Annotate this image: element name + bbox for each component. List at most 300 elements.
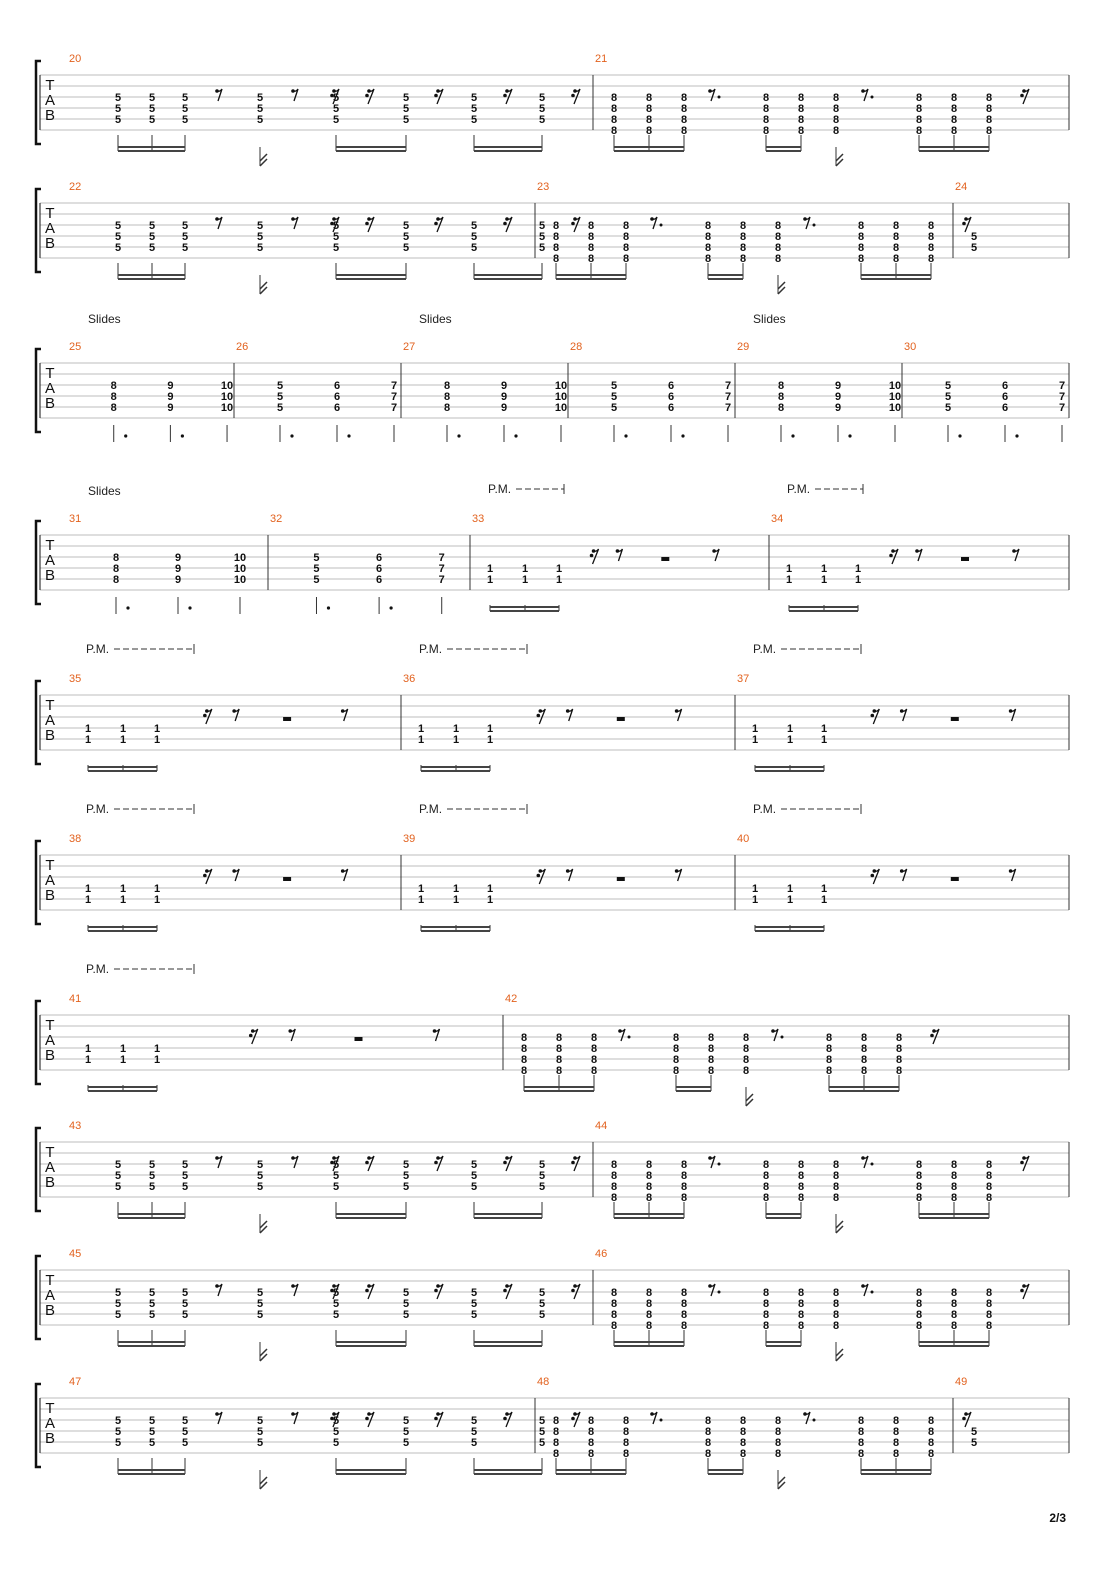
- tab-clef-letter: T: [45, 205, 55, 222]
- tab-clef-letter: T: [45, 1272, 55, 1289]
- tab-system: [36, 1128, 1069, 1211]
- tab-system: [36, 1256, 1069, 1339]
- dotted-eighth-rest: [618, 1029, 630, 1041]
- slide-chord-fret: 6: [333, 402, 341, 414]
- palm-mute-label: P.M.: [86, 642, 110, 656]
- slide-chord-fret: 6: [667, 402, 675, 414]
- eighth-rest: [900, 869, 907, 881]
- fret-number: 5: [470, 1426, 478, 1438]
- fret-number: 8: [587, 1426, 595, 1438]
- fret-number: 1: [820, 574, 828, 586]
- fret-number: 8: [672, 1043, 680, 1055]
- fret-number: 8: [857, 220, 865, 232]
- sixteenth-flag: [260, 1477, 267, 1489]
- fret-number: 5: [181, 114, 189, 126]
- fret-number: 8: [704, 220, 712, 232]
- fret-number: 8: [895, 1032, 903, 1044]
- tab-system: [36, 61, 1069, 144]
- half-rest: [661, 557, 669, 561]
- fret-number: 8: [892, 1426, 900, 1438]
- fret-number: 8: [797, 1309, 805, 1321]
- fret-number: 8: [832, 1159, 840, 1171]
- measure-number: 34: [771, 513, 784, 525]
- measure-number: 22: [69, 181, 82, 193]
- fret-number: 8: [622, 1426, 630, 1438]
- fret-number: 8: [610, 103, 618, 115]
- fret-number: 8: [950, 125, 958, 137]
- fret-number: 1: [786, 723, 794, 735]
- fret-number: 8: [552, 242, 560, 254]
- duration-dot: [958, 434, 961, 437]
- fret-number: 1: [751, 894, 759, 906]
- slide-chord-fret: 10: [888, 380, 902, 392]
- fret-number: 5: [148, 1159, 156, 1171]
- measure-number: 42: [505, 993, 518, 1005]
- fret-number: 8: [985, 1309, 993, 1321]
- fret-number: 8: [762, 92, 770, 104]
- slide-chord-fret: 7: [1058, 391, 1066, 403]
- duration-dot: [124, 434, 127, 437]
- fret-number: 8: [520, 1054, 528, 1066]
- tab-clef-letter: A: [44, 552, 56, 569]
- fret-number: 1: [153, 734, 161, 746]
- measure-number: 31: [69, 513, 82, 525]
- fret-number: 8: [704, 242, 712, 254]
- fret-number: 8: [927, 1448, 935, 1460]
- fret-number: 5: [402, 103, 410, 115]
- slide-chord-fret: 9: [500, 380, 508, 392]
- eighth-rest: [433, 1029, 440, 1041]
- slide-chord-fret: 9: [174, 552, 182, 564]
- eighth-rest: [291, 217, 298, 229]
- fret-number: 8: [672, 1054, 680, 1066]
- palm-mute-label: P.M.: [787, 482, 811, 496]
- fret-number: 8: [762, 1159, 770, 1171]
- fret-number: 1: [486, 574, 494, 586]
- tab-clef-letter: A: [44, 1415, 56, 1432]
- fret-number: 8: [520, 1032, 528, 1044]
- fret-number: 8: [680, 1159, 688, 1171]
- slide-chord-fret: 6: [333, 391, 341, 403]
- fret-number: 8: [762, 125, 770, 137]
- fret-number: 8: [860, 1043, 868, 1055]
- fret-number: 8: [742, 1065, 750, 1077]
- fret-number: 8: [762, 1320, 770, 1332]
- fret-number: 8: [680, 114, 688, 126]
- tab-clef-letter: B: [44, 1302, 56, 1319]
- eighth-rest: [915, 549, 922, 561]
- slides-label: Slides: [419, 312, 452, 326]
- duration-dot: [514, 434, 517, 437]
- page-number: 2/3: [1049, 1511, 1066, 1525]
- fret-number: 5: [181, 231, 189, 243]
- fret-number: 5: [256, 220, 264, 232]
- fret-number: 5: [470, 231, 478, 243]
- fret-number: 8: [895, 1043, 903, 1055]
- fret-number: 8: [774, 253, 782, 265]
- fret-number: 8: [704, 231, 712, 243]
- fret-number: 8: [610, 1159, 618, 1171]
- fret-number: 5: [538, 1426, 546, 1438]
- fret-number: 5: [256, 1181, 264, 1193]
- fret-number: 8: [832, 1181, 840, 1193]
- fret-number: 8: [915, 114, 923, 126]
- fret-number: 1: [119, 1043, 127, 1055]
- half-rest: [355, 1037, 363, 1041]
- fret-number: 8: [622, 1437, 630, 1449]
- fret-number: 5: [402, 1309, 410, 1321]
- tab-system: [36, 521, 1069, 604]
- duration-dot: [457, 434, 460, 437]
- fret-number: 5: [538, 1170, 546, 1182]
- measure-number: 45: [69, 1248, 82, 1260]
- fret-number: 5: [402, 114, 410, 126]
- fret-number: 5: [114, 242, 122, 254]
- fret-number: 8: [832, 1298, 840, 1310]
- fret-number: 5: [148, 1298, 156, 1310]
- fret-number: 8: [915, 1287, 923, 1299]
- fret-number: 8: [645, 1320, 653, 1332]
- fret-number: 8: [587, 220, 595, 232]
- slide-chord-fret: 5: [944, 391, 952, 403]
- tab-clef-letter: T: [45, 365, 55, 382]
- fret-number: 1: [84, 1054, 92, 1066]
- fret-number: 8: [610, 1287, 618, 1299]
- slide-chord-fret: 9: [174, 563, 182, 575]
- slide-chord-fret: 5: [610, 402, 618, 414]
- fret-number: 1: [486, 563, 494, 575]
- slide-chord-fret: 6: [333, 380, 341, 392]
- fret-number: 8: [825, 1065, 833, 1077]
- slide-chord-fret: 10: [233, 552, 247, 564]
- fret-number: 5: [402, 92, 410, 104]
- measure-number: 46: [595, 1248, 608, 1260]
- slide-chord-fret: 8: [110, 402, 117, 414]
- fret-number: 1: [153, 1054, 161, 1066]
- slide-chord-fret: 8: [777, 402, 785, 414]
- slide-chord-fret: 7: [390, 380, 398, 392]
- fret-number: 8: [915, 1181, 923, 1193]
- measure-number: 21: [595, 53, 608, 65]
- fret-number: 8: [762, 1192, 770, 1204]
- fret-number: 8: [645, 103, 653, 115]
- fret-number: 1: [84, 883, 92, 895]
- fret-number: 5: [256, 114, 264, 126]
- measure-number: 33: [472, 513, 485, 525]
- tab-clef-letter: T: [45, 1017, 55, 1034]
- eighth-rest: [232, 869, 239, 881]
- fret-number: 8: [555, 1043, 563, 1055]
- fret-number: 1: [751, 723, 759, 735]
- fret-number: 5: [470, 1437, 478, 1449]
- fret-number: 8: [645, 114, 653, 126]
- fret-number: 5: [538, 231, 546, 243]
- fret-number: 5: [181, 1181, 189, 1193]
- dotted-eighth-rest: [650, 1412, 662, 1424]
- fret-number: 5: [148, 114, 156, 126]
- fret-number: 5: [256, 92, 264, 104]
- slide-chord-fret: 7: [724, 380, 732, 392]
- fret-number: 5: [538, 1437, 546, 1449]
- fret-number: 8: [587, 1448, 595, 1460]
- fret-number: 5: [148, 1181, 156, 1193]
- fret-number: 5: [402, 1159, 410, 1171]
- fret-number: 8: [892, 1415, 900, 1427]
- fret-number: 1: [521, 574, 529, 586]
- fret-number: 1: [452, 894, 460, 906]
- tab-clef-letter: A: [44, 1159, 56, 1176]
- fret-number: 5: [114, 114, 122, 126]
- fret-number: 1: [417, 734, 425, 746]
- measure-number: 25: [69, 341, 82, 353]
- slides-label: Slides: [753, 312, 786, 326]
- fret-number: 5: [256, 103, 264, 115]
- half-rest: [617, 717, 625, 721]
- measure-number: 23: [537, 181, 550, 193]
- fret-number: 8: [762, 103, 770, 115]
- fret-number: 5: [402, 1181, 410, 1193]
- fret-number: 8: [774, 231, 782, 243]
- slide-chord-fret: 7: [438, 563, 445, 575]
- fret-number: 8: [927, 231, 935, 243]
- fret-number: 1: [417, 894, 425, 906]
- fret-number: 8: [645, 1192, 653, 1204]
- fret-number: 8: [825, 1054, 833, 1066]
- fret-number: 8: [797, 114, 805, 126]
- tab-system: [36, 349, 1069, 432]
- fret-number: 1: [119, 883, 127, 895]
- duration-dot: [126, 606, 129, 609]
- fret-number: 5: [402, 1437, 410, 1449]
- fret-number: 8: [832, 1309, 840, 1321]
- slide-chord-fret: 10: [233, 563, 247, 575]
- fret-number: 5: [538, 1159, 546, 1171]
- fret-number: 8: [950, 92, 958, 104]
- fret-number: 8: [610, 1170, 618, 1182]
- fret-number: 8: [857, 1448, 865, 1460]
- palm-mute-label: P.M.: [488, 482, 512, 496]
- fret-number: 1: [820, 894, 828, 906]
- eighth-rest: [215, 89, 222, 101]
- fret-number: 8: [892, 231, 900, 243]
- fret-number: 8: [797, 1170, 805, 1182]
- fret-number: 1: [820, 563, 828, 575]
- measure-number: 20: [69, 53, 82, 65]
- fret-number: 5: [538, 92, 546, 104]
- slide-chord-fret: 5: [276, 380, 284, 392]
- fret-number: 8: [610, 1181, 618, 1193]
- duration-dot: [181, 434, 184, 437]
- fret-number: 8: [825, 1032, 833, 1044]
- tab-clef-letter: T: [45, 537, 55, 554]
- fret-number: 8: [610, 92, 618, 104]
- fret-number: 8: [555, 1054, 563, 1066]
- tab-clef-letter: B: [44, 887, 56, 904]
- fret-number: 8: [680, 1192, 688, 1204]
- slide-chord-fret: 6: [1001, 380, 1009, 392]
- fret-number: 8: [985, 1320, 993, 1332]
- fret-number: 8: [950, 103, 958, 115]
- fret-number: 5: [402, 231, 410, 243]
- eighth-rest: [215, 217, 222, 229]
- fret-number: 5: [181, 1287, 189, 1299]
- fret-number: 8: [915, 1170, 923, 1182]
- fret-number: 8: [774, 1415, 782, 1427]
- fret-number: 8: [797, 1320, 805, 1332]
- fret-number: 5: [332, 1159, 340, 1171]
- fret-number: 8: [797, 92, 805, 104]
- fret-number: 8: [985, 1159, 993, 1171]
- slide-chord-fret: 7: [724, 402, 732, 414]
- fret-number: 8: [742, 1043, 750, 1055]
- fret-number: 8: [832, 125, 840, 137]
- fret-number: 8: [645, 1159, 653, 1171]
- fret-number: 8: [587, 1437, 595, 1449]
- fret-number: 8: [927, 1415, 935, 1427]
- tab-clef-letter: A: [44, 92, 56, 109]
- fret-number: 5: [148, 220, 156, 232]
- fret-number: 5: [402, 1426, 410, 1438]
- slide-chord-fret: 10: [554, 380, 568, 392]
- fret-number: 8: [680, 125, 688, 137]
- slide-chord-fret: 5: [313, 574, 320, 586]
- measure-number: 32: [270, 513, 283, 525]
- fret-number: 8: [985, 1287, 993, 1299]
- fret-number: 1: [486, 894, 494, 906]
- fret-number: 5: [148, 1287, 156, 1299]
- fret-number: 8: [587, 231, 595, 243]
- fret-number: 1: [785, 574, 793, 586]
- slide-chord-fret: 9: [167, 402, 174, 414]
- fret-number: 5: [181, 1298, 189, 1310]
- slide-chord-fret: 9: [167, 391, 174, 403]
- fret-number: 8: [915, 1309, 923, 1321]
- fret-number: 5: [181, 92, 189, 104]
- duration-dot: [1015, 434, 1018, 437]
- tab-clef-letter: B: [44, 1430, 56, 1447]
- measure-number: 38: [69, 833, 82, 845]
- fret-number: 8: [832, 92, 840, 104]
- measure-number: 44: [595, 1120, 608, 1132]
- slide-chord-fret: 10: [220, 380, 234, 392]
- palm-mute-label: P.M.: [86, 802, 110, 816]
- fret-number: 8: [739, 242, 747, 254]
- fret-number: 8: [555, 1032, 563, 1044]
- fret-number: 8: [950, 1309, 958, 1321]
- fret-number: 8: [707, 1065, 715, 1077]
- slide-chord-fret: 7: [390, 402, 398, 414]
- sixteenth-flag: [260, 282, 267, 294]
- fret-number: 8: [590, 1054, 598, 1066]
- slide-chord-fret: 9: [834, 402, 842, 414]
- dotted-eighth-rest: [708, 1156, 720, 1168]
- fret-number: 8: [707, 1054, 715, 1066]
- fret-number: 1: [555, 574, 563, 586]
- fret-number: 5: [114, 103, 122, 115]
- fret-number: 5: [538, 1287, 546, 1299]
- fret-number: 8: [950, 1298, 958, 1310]
- slide-chord-fret: 10: [220, 391, 234, 403]
- measure-number: 28: [570, 341, 583, 353]
- tab-clef-letter: B: [44, 235, 56, 252]
- fret-number: 8: [950, 1181, 958, 1193]
- fret-number: 8: [985, 1192, 993, 1204]
- fret-number: 8: [680, 1181, 688, 1193]
- tab-clef-letter: T: [45, 1144, 55, 1161]
- slide-chord-fret: 8: [443, 402, 451, 414]
- fret-number: 5: [402, 1415, 410, 1427]
- fret-number: 5: [470, 92, 478, 104]
- fret-number: 5: [114, 1298, 122, 1310]
- dotted-eighth-rest: [708, 1284, 720, 1296]
- slide-chord-fret: 10: [554, 402, 568, 414]
- fret-number: 5: [332, 92, 340, 104]
- fret-number: 5: [148, 1170, 156, 1182]
- dotted-eighth-rest: [708, 89, 720, 101]
- fret-number: 8: [680, 1320, 688, 1332]
- fret-number: 8: [555, 1065, 563, 1077]
- fret-number: 5: [148, 242, 156, 254]
- fret-number: 8: [950, 1170, 958, 1182]
- fret-number: 8: [739, 253, 747, 265]
- fret-number: 5: [114, 1170, 122, 1182]
- fret-number: 8: [610, 1320, 618, 1332]
- fret-number: 8: [915, 103, 923, 115]
- fret-number: 8: [892, 253, 900, 265]
- duration-dot: [624, 434, 627, 437]
- slide-chord-fret: 10: [220, 402, 234, 414]
- fret-number: 8: [707, 1032, 715, 1044]
- fret-number: 8: [895, 1065, 903, 1077]
- tab-clef-letter: B: [44, 107, 56, 124]
- fret-number: 8: [590, 1043, 598, 1055]
- fret-number: 5: [470, 1170, 478, 1182]
- duration-dot: [290, 434, 293, 437]
- slide-chord-fret: 10: [233, 574, 247, 586]
- fret-number: 8: [672, 1032, 680, 1044]
- fret-number: 5: [332, 1415, 340, 1427]
- duration-dot: [188, 606, 191, 609]
- fret-number: 8: [622, 220, 630, 232]
- fret-number: 5: [256, 1426, 264, 1438]
- fret-number: 1: [486, 734, 494, 746]
- fret-number: 5: [470, 242, 478, 254]
- fret-number: 8: [587, 253, 595, 265]
- fret-number: 5: [538, 242, 546, 254]
- fret-number: 8: [915, 92, 923, 104]
- tab-clef-letter: B: [44, 1047, 56, 1064]
- slide-chord-fret: 10: [888, 391, 902, 403]
- fret-number: 8: [552, 231, 560, 243]
- fret-number: 8: [797, 103, 805, 115]
- fret-number: 5: [332, 1309, 340, 1321]
- fret-number: 8: [774, 220, 782, 232]
- fret-number: 8: [927, 1437, 935, 1449]
- fret-number: 5: [402, 1298, 410, 1310]
- fret-number: 8: [739, 220, 747, 232]
- fret-number: 1: [153, 723, 161, 735]
- fret-number: 8: [892, 242, 900, 254]
- fret-number: 5: [538, 220, 546, 232]
- fret-number: 5: [332, 220, 340, 232]
- fret-number: 5: [332, 231, 340, 243]
- fret-number: 5: [181, 1159, 189, 1171]
- duration-dot: [347, 434, 350, 437]
- fret-number: 8: [590, 1065, 598, 1077]
- fret-number: 5: [148, 1415, 156, 1427]
- measure-number: 35: [69, 673, 82, 685]
- fret-number: 5: [181, 242, 189, 254]
